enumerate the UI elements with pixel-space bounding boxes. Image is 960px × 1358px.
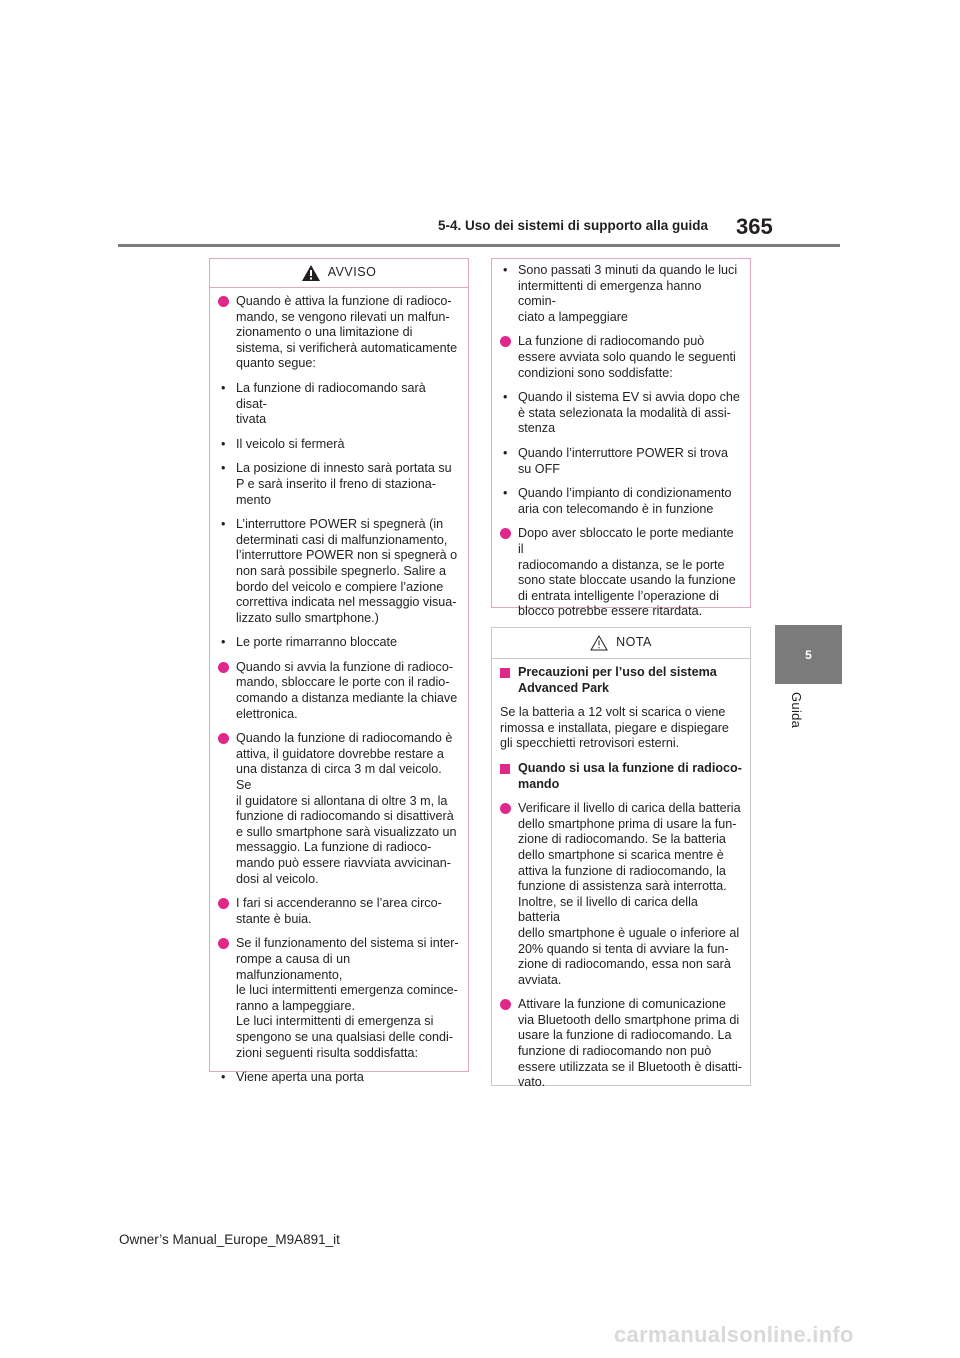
note-heading: Precauzioni per l’uso del sistema Advanced Park [500, 665, 742, 696]
note-box-title: NOTA [616, 635, 652, 650]
warning-subitem: • Viene aperta una porta [218, 1070, 460, 1086]
note-item: Attivare la funzione di comunicazione via Bluetooth dello smartphone prima di usare la funzione di radiocomando. La funzione di radiocomando non può essere utilizzata se il Bluetooth è disatti- vato. [500, 997, 742, 1091]
warning-subitem: • La posizione di innesto sarà portata su P e sarà inserito il freno di staziona- mento [218, 461, 460, 508]
warning-icon [302, 265, 320, 281]
note-heading: Quando si usa la funzione di radioco- mando [500, 761, 742, 792]
note-box-header [492, 628, 750, 659]
section-title: 5-4. Uso dei sistemi di supporto alla guida [438, 218, 709, 233]
warning-item: Dopo aver sbloccato le porte mediante il radiocomando a distanza, se le porte sono state bloccate usando la funzione di entrata intelligente l’operazione di blocco potrebbe essere ritardata. [500, 526, 742, 620]
note-paragraph: Se la batteria a 12 volt si scarica o viene rimossa e installata, piegare e dispiegare gli specchietti retrovisori esterni. [500, 705, 729, 751]
manual-footer: Owner’s Manual_Europe_M9A891_it [119, 1232, 340, 1247]
warning-box-header [210, 259, 468, 288]
page-number: 365 [736, 214, 773, 239]
chapter-label: Guida [789, 692, 804, 729]
warning-subitem: • La funzione di radiocomando sarà disat- tivata [218, 381, 460, 428]
warning-box-continued [491, 258, 751, 619]
warning-subitem: • Quando il sistema EV si avvia dopo che è stata selezionata la modalità di assi- stenza [500, 390, 742, 437]
warning-subitem: • L’interruttore POWER si spegnerà (in determinati casi di malfunzionamento, l’interruttore POWER non si spegnerà o non sarà possibile spegnerlo. Salire a bordo del veicolo e compiere l’azione correttiva indicata nel messaggio visua- lizzato sullo smartphone.) [218, 517, 460, 626]
warning-subitem: • Quando l’impianto di condizionamento aria con telecomando è in funzione [500, 486, 742, 517]
warning-subitem: • Le porte rimarranno bloccate [218, 635, 460, 651]
warning-item: La funzione di radiocomando può essere avviata solo quando le seguenti condizioni sono soddisfatte: [500, 334, 742, 381]
chapter-number: 5 [805, 647, 812, 662]
note-item: Verificare il livello di carica della batteria dello smartphone prima di usare la fun- zione di radiocomando. Se la batteria dello smartphone si scarica mentre è attiva la funzione di radiocomando, la funzione di assistenza sarà interrotta. Inoltre, se il livello di carica della batteria dello smartphone è uguale o inferiore al 20% quando si tenta di avviare la fun- zione di radiocomando, essa non sarà avviata. [500, 801, 742, 988]
header-divider [118, 244, 840, 247]
warning-item: Quando è attiva la funzione di radioco- mando, se vengono rilevati un malfun- zionamento o una limitazione di sistema, si verificherà automaticamente quanto segue: [218, 294, 460, 372]
warning-subitem: • Sono passati 3 minuti da quando le luci intermittenti di emergenza hanno comin- ciato a lampeggiare [500, 263, 742, 325]
watermark: carmanualsonline.info [614, 1322, 854, 1347]
chapter-tab[interactable] [775, 625, 842, 684]
warning-subitem: • Il veicolo si fermerà [218, 437, 460, 453]
warning-item: Quando la funzione di radiocomando è attiva, il guidatore dovrebbe restare a una distanza di circa 3 m dal veicolo. Se il guidatore si allontana di oltre 3 m, la funzione di radiocomando si disattiverà e sullo smartphone sarà visualizzato un messaggio. La funzione di radioco- mando può essere riavviata avvicinan- dosi al veicolo. [218, 731, 460, 887]
caution-triangle-icon [590, 635, 608, 651]
warning-subitem: • Quando l’interruttore POWER si trova su OFF [500, 446, 742, 477]
warning-item: Se il funzionamento del sistema si inter- rompe a causa di un malfunzionamento, le luci intermittenti emergenza comince- ranno a lampeggiare. Le luci intermittenti di emergenza si spengono se una qualsiasi delle condi- zioni seguenti risulta soddisfatta: [218, 936, 460, 1061]
warning-box-title: AVVISO [327, 265, 377, 280]
warning-item: I fari si accenderanno se l’area circo- stante è buia. [218, 896, 460, 927]
warning-item: Quando si avvia la funzione di radioco- mando, sbloccare le porte con il radio- comando a distanza mediante la chiave elettronica. [218, 660, 460, 722]
note-box [491, 627, 751, 1090]
warning-box [209, 258, 469, 1085]
